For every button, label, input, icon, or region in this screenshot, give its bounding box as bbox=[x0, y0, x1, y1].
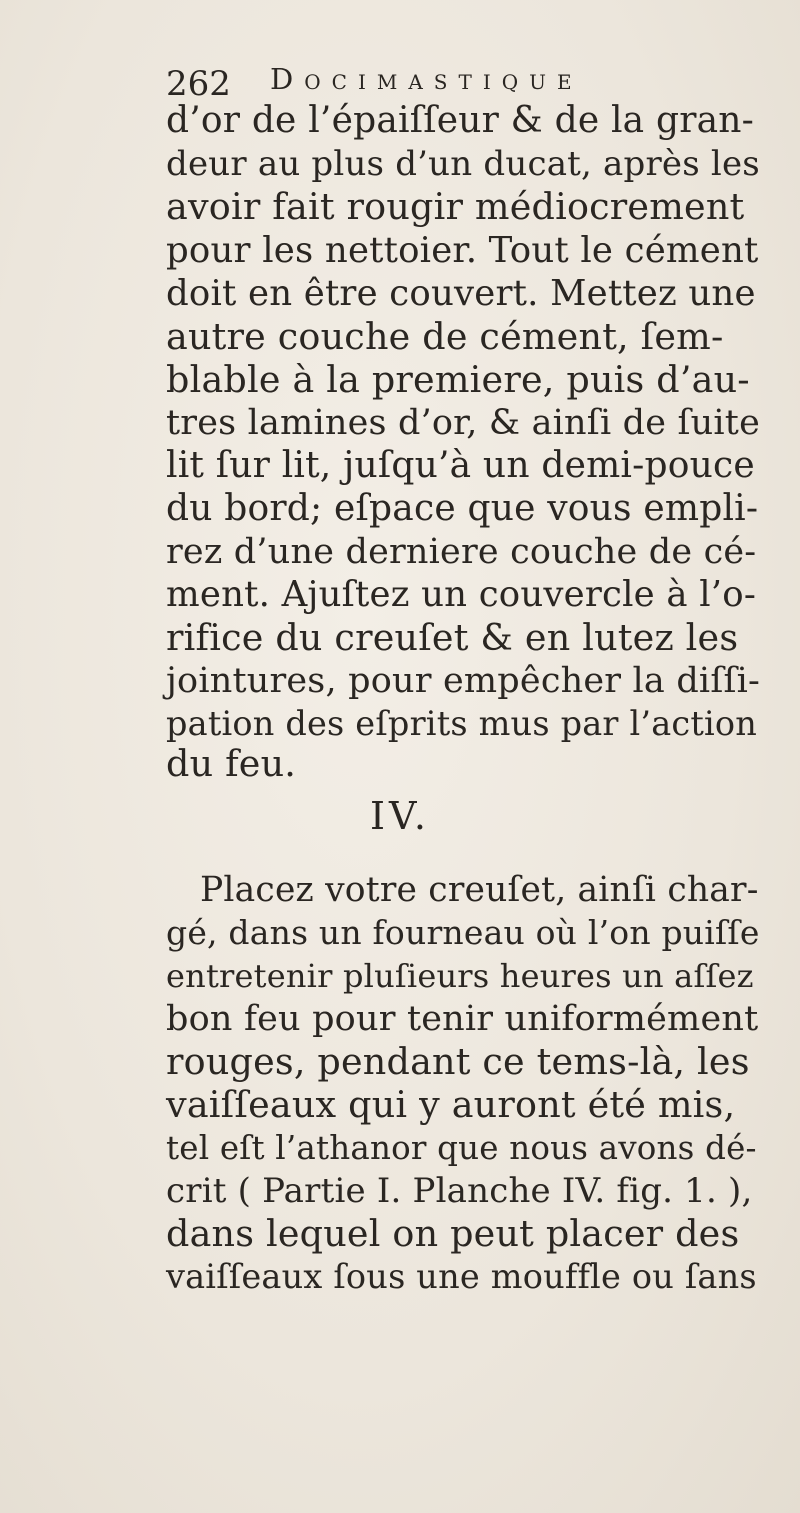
text-line: d’or de l’épaiſſeur & de la gran- bbox=[166, 100, 755, 141]
text-line: du feu. bbox=[166, 742, 297, 785]
text-line: entretenir pluſieurs heures un aſſez bbox=[166, 957, 754, 995]
text-line: avoir fait rougir médiocrement bbox=[166, 185, 745, 228]
text-line: doit en être couvert. Mettez une bbox=[166, 273, 756, 314]
section-heading: IV. bbox=[370, 794, 430, 838]
text-line: ment. Ajuſtez un couvercle à l’o- bbox=[166, 574, 757, 615]
text-line: Placez votre creuſet, ainſi char- bbox=[200, 870, 759, 910]
running-title: Docimastique bbox=[270, 62, 583, 96]
text-line: rez d’une derniere couche de cé- bbox=[166, 532, 757, 572]
text-line: pour les nettoier. Tout le cément bbox=[166, 230, 759, 271]
text-line: rifice du creuſet & en lutez les bbox=[166, 616, 739, 659]
text-line: autre couche de cément, ſem- bbox=[166, 315, 724, 358]
text-line: vaiſſeaux qui y auront été mis, bbox=[166, 1083, 736, 1126]
text-line: vaiſſeaux ſous une mouffle ou ſans bbox=[166, 1257, 757, 1296]
text-line: pation des eſprits mus par l’action bbox=[166, 704, 758, 743]
text-line: gé, dans un fourneau où l’on puiſſe bbox=[166, 913, 760, 952]
text-line: dans lequel on peut placer des bbox=[166, 1212, 740, 1255]
text-line: rouges, pendant ce tems-là, les bbox=[166, 1040, 750, 1083]
page-number: 262 bbox=[166, 64, 231, 104]
text-line: tel eſt l’athanor que nous avons dé- bbox=[166, 1129, 757, 1167]
text-line: jointures, pour empêcher la diſſi- bbox=[166, 661, 761, 701]
text-line: lit ſur lit, juſqu’à un demi-pouce bbox=[166, 445, 755, 486]
text-line: bon feu pour tenir uniformément bbox=[166, 999, 759, 1039]
text-line: crit ( Partie I. Planche IV. fig. 1. ), bbox=[166, 1171, 753, 1211]
text-line: blable à la premiere, puis d’au- bbox=[166, 358, 750, 401]
text-line: deur au plus d’un ducat, après les bbox=[166, 144, 760, 184]
text-line: du bord; eſpace que vous empli- bbox=[166, 488, 759, 529]
text-line: tres lamines d’or, & ainſi de ſuite bbox=[166, 403, 760, 443]
